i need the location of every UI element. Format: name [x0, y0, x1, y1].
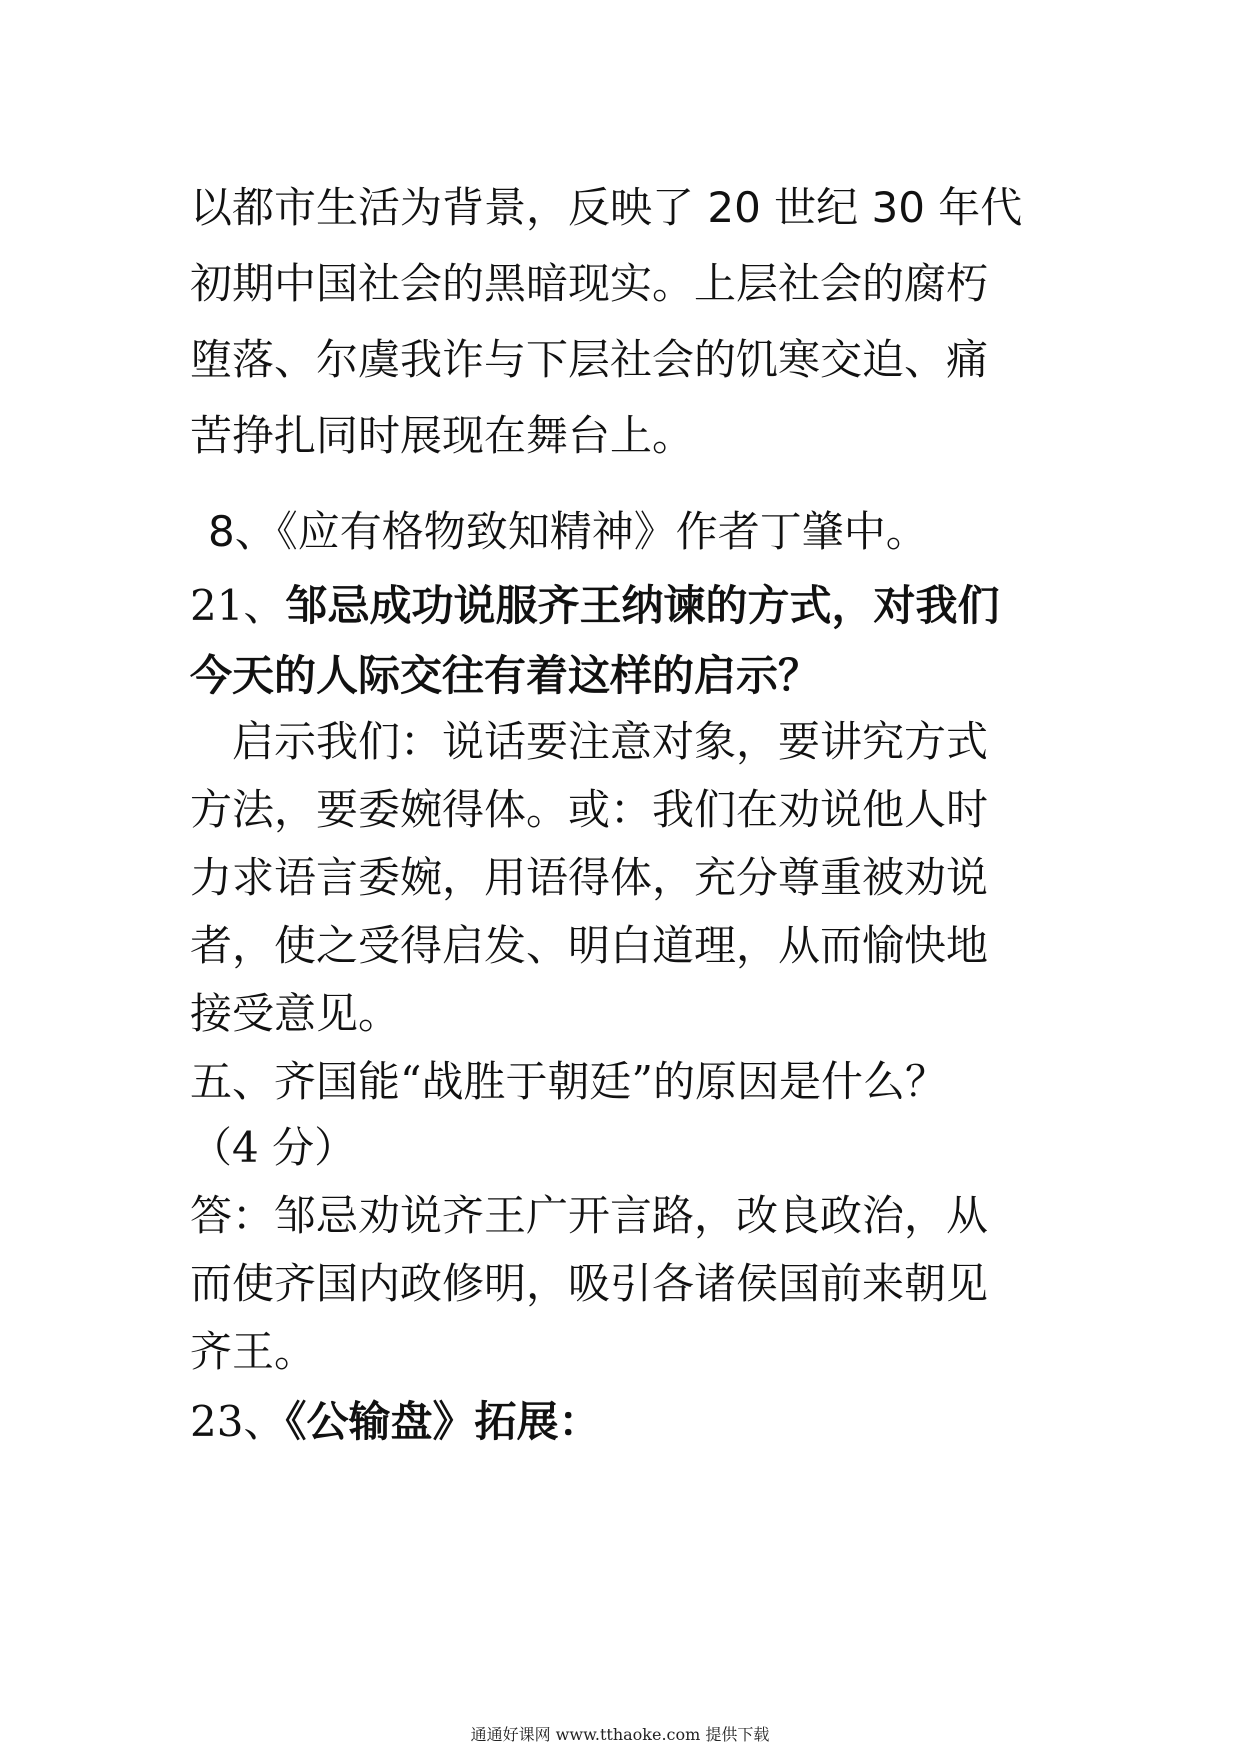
- answer-5-line-1: 答：邹忌劝说齐王广开言路，改良政治，从: [190, 1191, 989, 1240]
- question-21-text-2: 今天的人际交往有着这样的启示？: [190, 651, 821, 700]
- text-line-3: 堕落、尔虞我诈与下层社会的饥寒交迫、痛: [190, 335, 989, 384]
- answer-21-line-1: 启示我们：说话要注意对象，要讲究方式: [232, 717, 989, 766]
- answer-21-line-5: 接受意见。: [190, 989, 401, 1038]
- answer-21-line-3: 力求语言委婉，用语得体，充分尊重被劝说: [190, 853, 989, 902]
- question-23-title: 《公输盘》拓展：: [285, 1397, 601, 1446]
- text-line-2: 初期中国社会的黑暗现实。上层社会的腐朽: [190, 259, 989, 308]
- text-line-4: 苦挣扎同时展现在舞台上。: [190, 411, 695, 460]
- answer-21-line-2: 方法，要委婉得体。或：我们在劝说他人时: [190, 785, 989, 834]
- question-5-line-1: 五、齐国能“战胜于朝廷”的原因是什么？: [190, 1057, 947, 1106]
- answer-5-line-2: 而使齐国内政修明，吸引各诸侯国前来朝见: [190, 1259, 989, 1308]
- item-8-line: 8、《应有格物致知精神》作者丁肇中。: [208, 507, 928, 556]
- question-number: 21、: [190, 581, 286, 630]
- text-line-1: 以都市生活为背景，反映了 20 世纪 30 年代: [190, 183, 1023, 232]
- question-23-number: 23、: [190, 1397, 286, 1446]
- question-5-score: （4 分）: [190, 1123, 357, 1172]
- question-23-heading: [190, 1392, 1060, 1452]
- question-21-heading: [190, 576, 1060, 636]
- page-footer: 通通好课网 www.tthaoke.com 提供下载: [470, 1725, 770, 1744]
- question-21-text-1: 邹忌成功说服齐王纳谏的方式，对我们: [285, 581, 1000, 630]
- answer-5-line-3: 齐王。: [190, 1327, 317, 1376]
- answer-21-line-4: 者，使之受得启发、明白道理，从而愉快地: [190, 921, 989, 970]
